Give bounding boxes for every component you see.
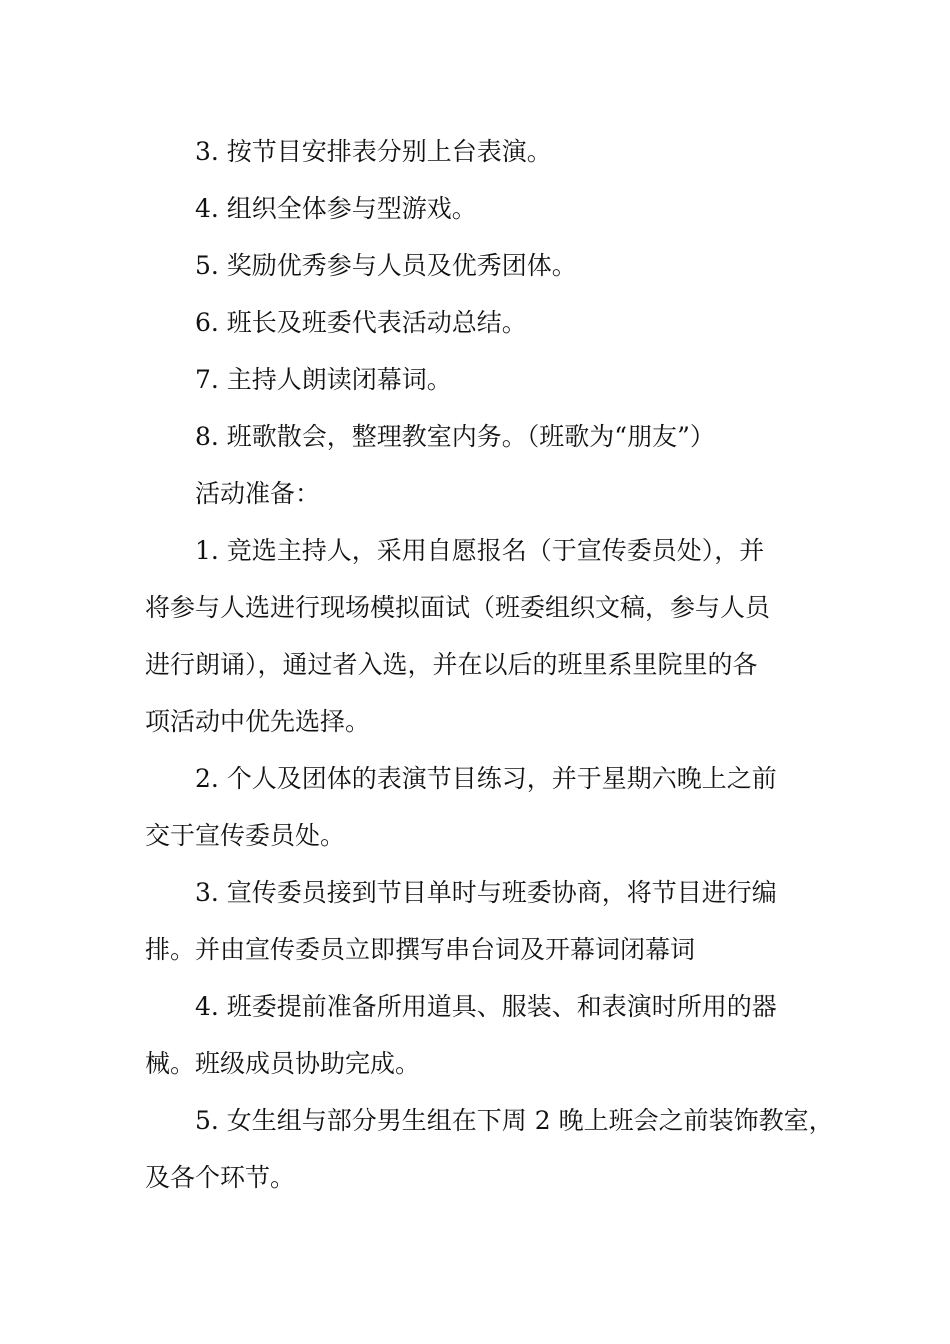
paragraph-line: 将参与人选进行现场模拟面试（班委组织文稿，参与人员 (145, 593, 771, 622)
list-item-class-song: 8. 班歌散会，整理教室内务。（班歌为“朋友”） (195, 422, 715, 451)
list-item-award: 5. 奖励优秀参与人员及优秀团体。 (195, 251, 577, 280)
list-item-closing-speech: 7. 主持人朗读闭幕词。 (195, 365, 452, 394)
paragraph-line: 3. 宣传委员接到节目单时与班委协商，将节目进行编 (195, 878, 777, 907)
paragraph-line: 项活动中优先选择。 (145, 707, 371, 736)
list-item-program-performance: 3. 按节目安排表分别上台表演。 (195, 137, 552, 166)
paragraph-line: 1. 竞选主持人，采用自愿报名（于宣传委员处），并 (195, 536, 765, 565)
paragraph-line: 进行朗诵），通过者入选，并在以后的班里系里院里的各 (145, 650, 758, 679)
section-heading-preparation: 活动准备： (195, 479, 321, 508)
paragraph-line: 5. 女生组与部分男生组在下周 2 晚上班会之前装饰教室， (195, 1106, 834, 1135)
paragraph-line: 械。班级成员协助完成。 (145, 1049, 421, 1078)
paragraph-line: 及各个环节。 (145, 1163, 296, 1192)
paragraph-line: 交于宣传委员处。 (145, 821, 346, 850)
paragraph-line: 4. 班委提前准备所用道具、服装、和表演时所用的器 (195, 992, 777, 1021)
list-item-summary: 6. 班长及班委代表活动总结。 (195, 308, 527, 337)
list-item-group-game: 4. 组织全体参与型游戏。 (195, 194, 477, 223)
paragraph-line: 排。并由宣传委员立即撰写串台词及开幕词闭幕词 (145, 935, 696, 964)
paragraph-line: 2. 个人及团体的表演节目练习，并于星期六晚上之前 (195, 764, 777, 793)
